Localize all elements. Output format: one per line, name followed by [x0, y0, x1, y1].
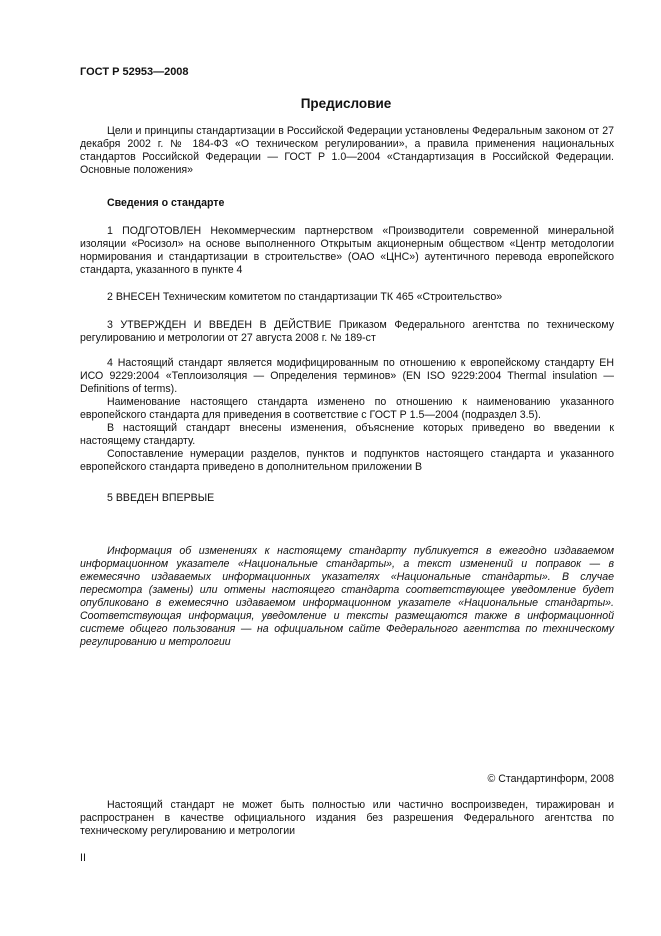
- item-1-block: [80, 225, 614, 277]
- rights-notice-paragraph: Настоящий стандарт не может быть полностью или частично воспроизведен, тиражирован и распространен в качестве официального издания без разрешения Федерального агентства по техническому регулированию и метрологии: [80, 799, 614, 837]
- rights-notice-block: [80, 799, 614, 838]
- item-4-paragraph-1: 4 Настоящий стандарт является модифицированным по отношению к европейскому стандарту ЕН ИСО 9229:2004 «Теплоизоляция — Определения терминов» (EN ISO 9229:2004 Thermal insulation — Definitions of terms).: [80, 357, 614, 395]
- item-4-paragraph-2: Наименование настоящего стандарта изменено по отношению к наименованию указанного европейского стандарта для приведения в соответствие с ГОСТ Р 1.5—2004 (подраздел 3.5).: [80, 396, 614, 421]
- page-number: II: [80, 852, 86, 864]
- item-5-paragraph: 5 ВВЕДЕН ВПЕРВЫЕ: [107, 492, 215, 504]
- item-4-paragraph-4: Сопоставление нумерации разделов, пунктов и подпунктов настоящего стандарта и указанного европейского стандарта приведено в дополнительном приложении В: [80, 448, 614, 473]
- item-1-paragraph: 1 ПОДГОТОВЛЕН Некоммерческим партнерством «Производители современной минеральной изоляции «Росизол» на основе выполненного Открытым акционерным обществом «Центр методологии нормирования и стандартизации в строительстве» (ОАО «ЦНС») аутентичного перевода европейского стандарта, указанного в пункте 4: [80, 225, 614, 276]
- item-2-paragraph: 2 ВНЕСЕН Техническим комитетом по стандартизации ТК 465 «Строительство»: [107, 291, 503, 303]
- about-standard-heading: Сведения о стандарте: [107, 197, 225, 209]
- copyright-notice: © Стандартинформ, 2008: [487, 773, 614, 785]
- amendments-notice-block: [80, 545, 614, 649]
- foreword-intro-paragraph: Цели и принципы стандартизации в Российской Федерации установлены Федеральным законом от 27 декабря 2002 г. № 184-ФЗ «О техническом регулировании», а правила применения национальных стандартов Российской Федерации — ГОСТ Р 1.0—2004 «Стандартизация в Российской Федерации. Основные положения»: [80, 125, 614, 176]
- item-2-block: [80, 291, 614, 304]
- item-3-paragraph: 3 УТВЕРЖДЕН И ВВЕДЕН В ДЕЙСТВИЕ Приказом Федерального агентства по техническому регулированию и метрологии от 27 августа 2008 г. № 189-ст: [80, 319, 614, 344]
- item-5-block: [80, 492, 614, 505]
- document-id-header: ГОСТ Р 52953—2008: [80, 66, 189, 78]
- foreword-intro-block: [80, 125, 614, 177]
- item-3-block: [80, 319, 614, 345]
- foreword-title: Предисловие: [300, 96, 392, 111]
- amendments-notice-paragraph: Информация об изменениях к настоящему стандарту публикуется в ежегодно издаваемом информационном указателе «Национальные стандарты», а текст изменений и поправок — в ежемесячно издаваемых информационных указателях «Национальные стандарты». В случае пересмотра (замены) или отмены настоящего стандарта соответствующее уведомление будет опубликовано в ежемесячно издаваемом информационном указателе «Национальные стандарты». Соответствующая информация, уведомление и тексты размещаются также в информационной системе общего пользования — на официальном сайте Федерального агентства по техническому регулированию и метрологии: [80, 545, 614, 648]
- item-4-block: [80, 357, 614, 474]
- item-4-paragraph-3: В настоящий стандарт внесены изменения, объяснение которых приведено во введении к настоящему стандарту.: [80, 422, 614, 447]
